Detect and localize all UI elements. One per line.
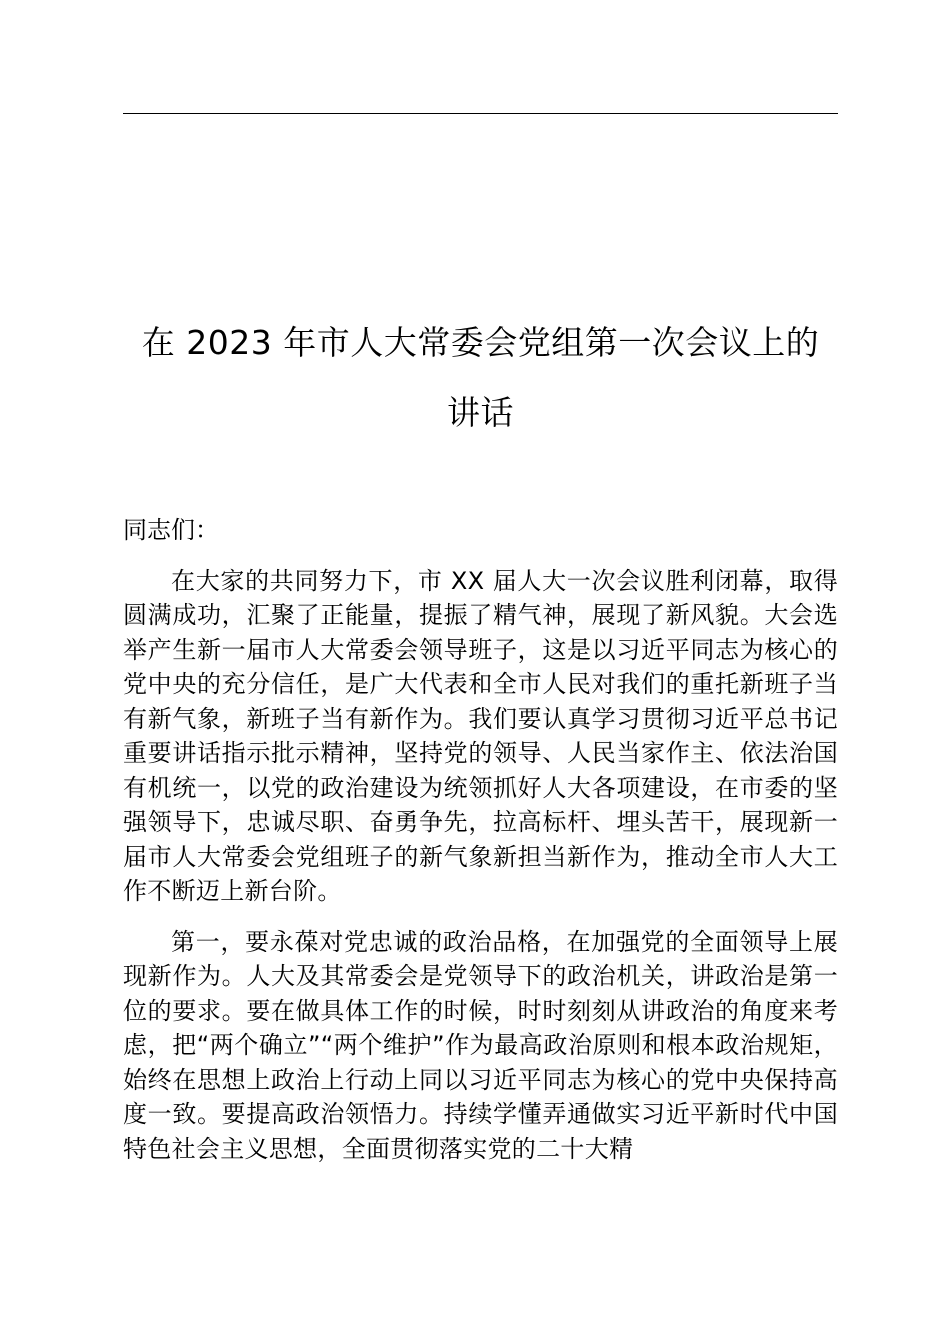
title-line-2: 讲话 [447,393,514,432]
title-line-1: 在 2023 年市人大常委会党组第一次会议上的 [141,323,820,362]
paragraph: 第一，要永葆对党忠诚的政治品格，在加强党的全面领导上展现新作为。人大及其常委会是党领导下的政治机关，讲政治是第一位的要求。要在做具体工作的时候，时时刻刻从讲政治的角度来考虑，把“两个确立”“两个维护”作为最高政治原则和根本政治规矩，始终在思想上政治上行动上同以习近平同志为核心的党中央保持高度一致。要提高政治领悟力。持续学懂弄通做实习近平新时代中国特色社会主义思想，全面贯彻落实党的二十大精 [123,927,838,1163]
header-rule [123,113,838,114]
document-body [123,513,838,1182]
document-title [123,308,838,448]
paragraph: 在大家的共同努力下，市 XX 届人大一次会议胜利闭幕，取得圆满成功，汇聚了正能量，提振了精气神，展现了新风貌。大会选举产生新一届市人大常委会领导班子，这是以习近平同志为核心的党中央的充分信任，是广大代表和全市人民对我们的重托新班子当有新气象，新班子当有新作为。我们要认真学习贯彻习近平总书记重要讲话指示批示精神，坚持党的领导、人民当家作主、依法治国有机统一，以党的政治建设为统领抓好人大各项建设，在市委的坚强领导下，忠诚尽职、奋勇争先，拉高标杆、埋头苦干，展现新一届市人大常委会党组班子的新气象新担当新作为，推动全市人大工作不断迈上新台阶。 [123,566,838,905]
salutation: 同志们： [123,516,219,544]
